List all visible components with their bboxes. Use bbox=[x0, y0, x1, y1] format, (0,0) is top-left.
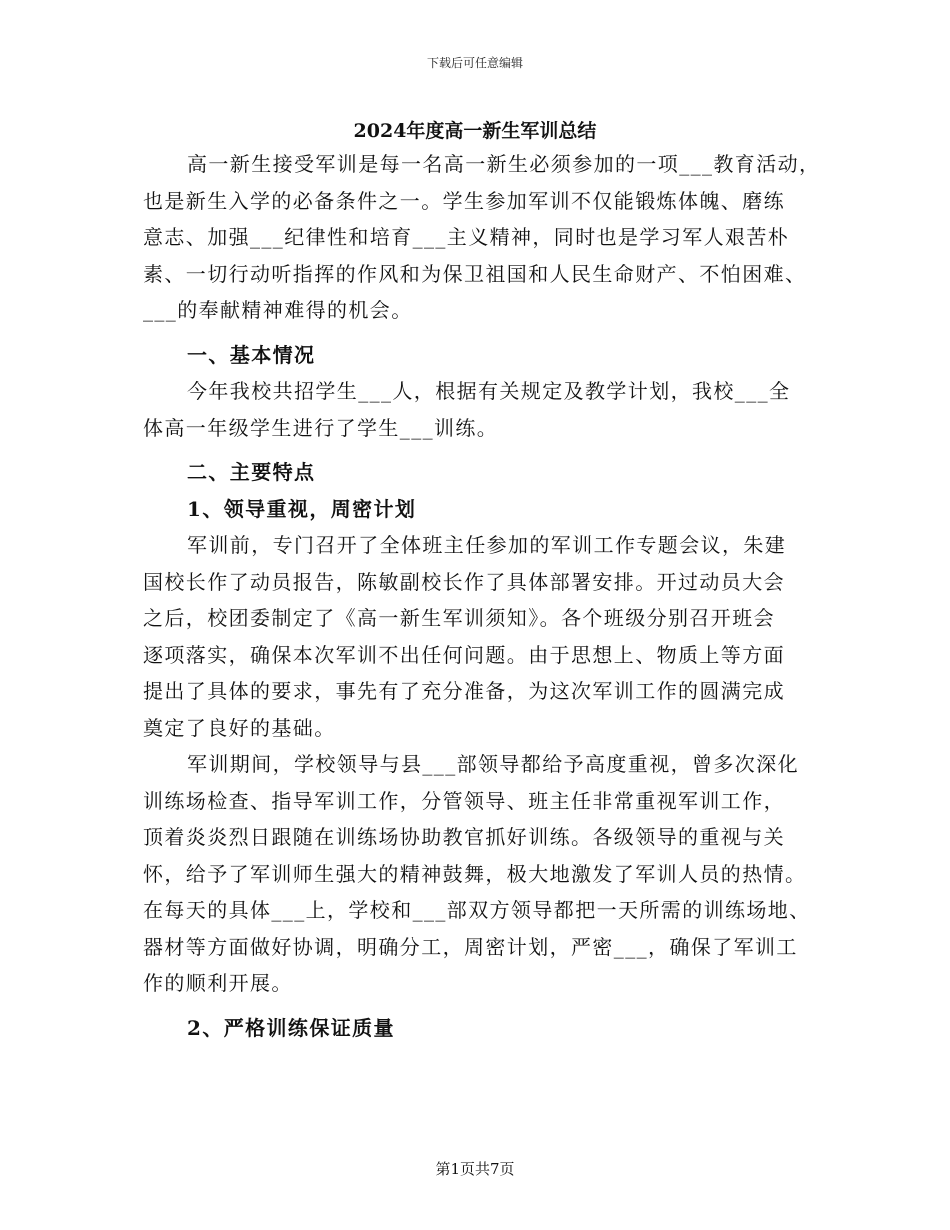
paragraph-line: 器材等方面做好协调，明确分工，周密计划，严密___，确保了军训工 bbox=[143, 934, 798, 959]
paragraph-line: 军训前，专门召开了全体班主任参加的军训工作专题会议，朱建 bbox=[187, 533, 787, 557]
section1-paragraph bbox=[143, 373, 833, 446]
paragraph-line: 体高一年级学生进行了学生___训练。 bbox=[143, 415, 499, 440]
paragraph-line: 训练场检查、指导军训工作，分管领导、班主任非常重视军训工作， bbox=[143, 788, 785, 813]
header-note: 下载后可任意编辑 bbox=[426, 56, 523, 70]
section-heading-features: 二、主要特点 bbox=[187, 460, 316, 484]
paragraph-line: 怀，给予了军训师生强大的精神鼓舞，极大地激发了军训人员的热情。 bbox=[143, 861, 807, 886]
paragraph-line: 意志、加强___纪律性和培育___主义精神，同时也是学习军人艰苦朴 bbox=[143, 225, 790, 249]
document-title: 2024年度高一新生军训总结 bbox=[353, 120, 597, 142]
page-footer: 第1页共7页 bbox=[435, 1160, 515, 1178]
paragraph-line: 国校长作了动员报告，陈敏副校长作了具体部署安排。开过动员大会 bbox=[143, 569, 785, 594]
paragraph-line: 奠定了良好的基础。 bbox=[143, 715, 336, 740]
subsection-heading-training: 2、严格训练保证质量 bbox=[187, 1015, 395, 1040]
sub1-paragraph-1 bbox=[143, 527, 833, 746]
paragraph-line: 之后，校团委制定了《高一新生军训须知》。各个班级分别召开班会 bbox=[143, 606, 775, 630]
paragraph-line: 顶着炎炎烈日跟随在训练场协助教官抓好训练。各级领导的重视与关 bbox=[143, 825, 785, 849]
intro-paragraph bbox=[143, 146, 833, 329]
paragraph-line: 作的顺利开展。 bbox=[143, 971, 293, 995]
paragraph-line: 今年我校共招学生___人，根据有关规定及教学计划，我校___全 bbox=[187, 379, 791, 403]
paragraph-line: 军训期间，学校领导与县___部领导都给予高度重视，曾多次深化 bbox=[187, 752, 799, 776]
paragraph-line: 也是新生入学的必备条件之一。学生参加军训不仅能锻炼体魄、磨练 bbox=[143, 188, 785, 213]
subsection-heading-leadership: 1、领导重视，周密计划 bbox=[187, 496, 417, 521]
section-heading-basic: 一、基本情况 bbox=[187, 342, 316, 367]
sub1-paragraph-2 bbox=[143, 746, 833, 1002]
paragraph-line: 高一新生接受军训是每一名高一新生必须参加的一项___教育活动， bbox=[187, 152, 821, 176]
paragraph-line: 在每天的具体___上，学校和___部双方领导都把一天所需的训练场地、 bbox=[143, 898, 811, 922]
paragraph-line: ___的奉献精神难得的机会。 bbox=[143, 298, 413, 322]
document-body bbox=[143, 146, 833, 1046]
paragraph-line: 素、一切行动听指挥的作风和为保卫祖国和人民生命财产、不怕困难、 bbox=[143, 261, 807, 286]
paragraph-line: 提出了具体的要求，事先有了充分准备，为这次军训工作的圆满完成 bbox=[143, 679, 785, 703]
paragraph-line: 逐项落实，确保本次军训不出任何问题。由于思想上、物质上等方面 bbox=[143, 642, 785, 667]
